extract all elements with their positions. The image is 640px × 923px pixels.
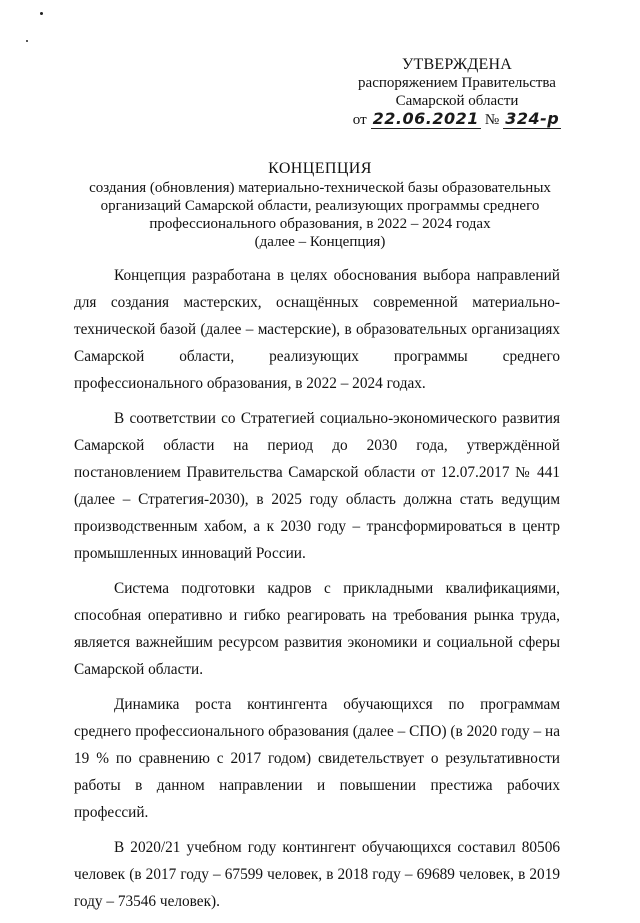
date-prefix: от	[352, 112, 367, 128]
body-paragraph: Концепция разработана в целях обоснования выбора направлений для создания мастерских, оснащённых современной материально-технической базой (далее – мастерские), в образовательных организациях Самарской области, реализующих программы среднего профессионального образования, в 2022 – 2024 годах.	[74, 267, 560, 392]
subtitle-line-4: (далее – Концепция)	[254, 234, 386, 250]
document-body	[74, 262, 560, 923]
scan-speck	[40, 12, 43, 15]
body-paragraph: В соответствии со Стратегией социально-экономического развития Самарской области на период до 2030 года, утверждённой постановлением Правительства Самарской области от 12.07.2017 № 441 (далее – Стратегия-2030), в 2025 году область должна стать ведущим производственным хабом, а к 2030 году – трансформироваться в центр промышленных инноваций России.	[74, 410, 560, 562]
number-prefix: №	[484, 112, 500, 128]
subtitle-line-3: профессионального образования, в 2022 – 2024 годах	[149, 216, 491, 232]
approval-stamp	[352, 56, 562, 129]
handwritten-number: 324-р	[505, 109, 560, 128]
subtitle-line-1: создания (обновления) материально-технической базы образовательных	[89, 180, 551, 196]
document-title-block	[60, 160, 580, 251]
approval-heading: УТВЕРЖДЕНА	[401, 56, 512, 73]
scan-speck	[26, 40, 28, 42]
document-title: КОНЦЕПЦИЯ	[268, 160, 372, 177]
body-paragraph: Динамика роста контингента обучающихся по программам среднего профессионального образования (далее – СПО) (в 2020 году – на 19 % по сравнению с 2017 годом) свидетельствует о результативности работы в данном направлении и повышении престижа рабочих профессий.	[74, 696, 560, 821]
approval-date-line	[352, 110, 562, 129]
body-paragraph: В 2020/21 учебном году контингент обучающихся составил 80506 человек (в 2017 году – 67599 человек, в 2018 году – 69689 человек, в 2019 году – 73546 человек).	[74, 839, 560, 910]
subtitle-line-2: организаций Самарской области, реализующих программы среднего	[100, 198, 540, 214]
approval-line-2: Самарской области	[395, 93, 519, 109]
body-paragraph: Система подготовки кадров с прикладными квалификациями, способная оперативно и гибко реагировать на требования рынка труда, является важнейшим ресурсом развития экономики и социальной сферы Самарской области.	[74, 580, 560, 678]
handwritten-date: 22.06.2021	[372, 109, 479, 128]
approval-line-1: распоряжением Правительства	[358, 75, 556, 91]
